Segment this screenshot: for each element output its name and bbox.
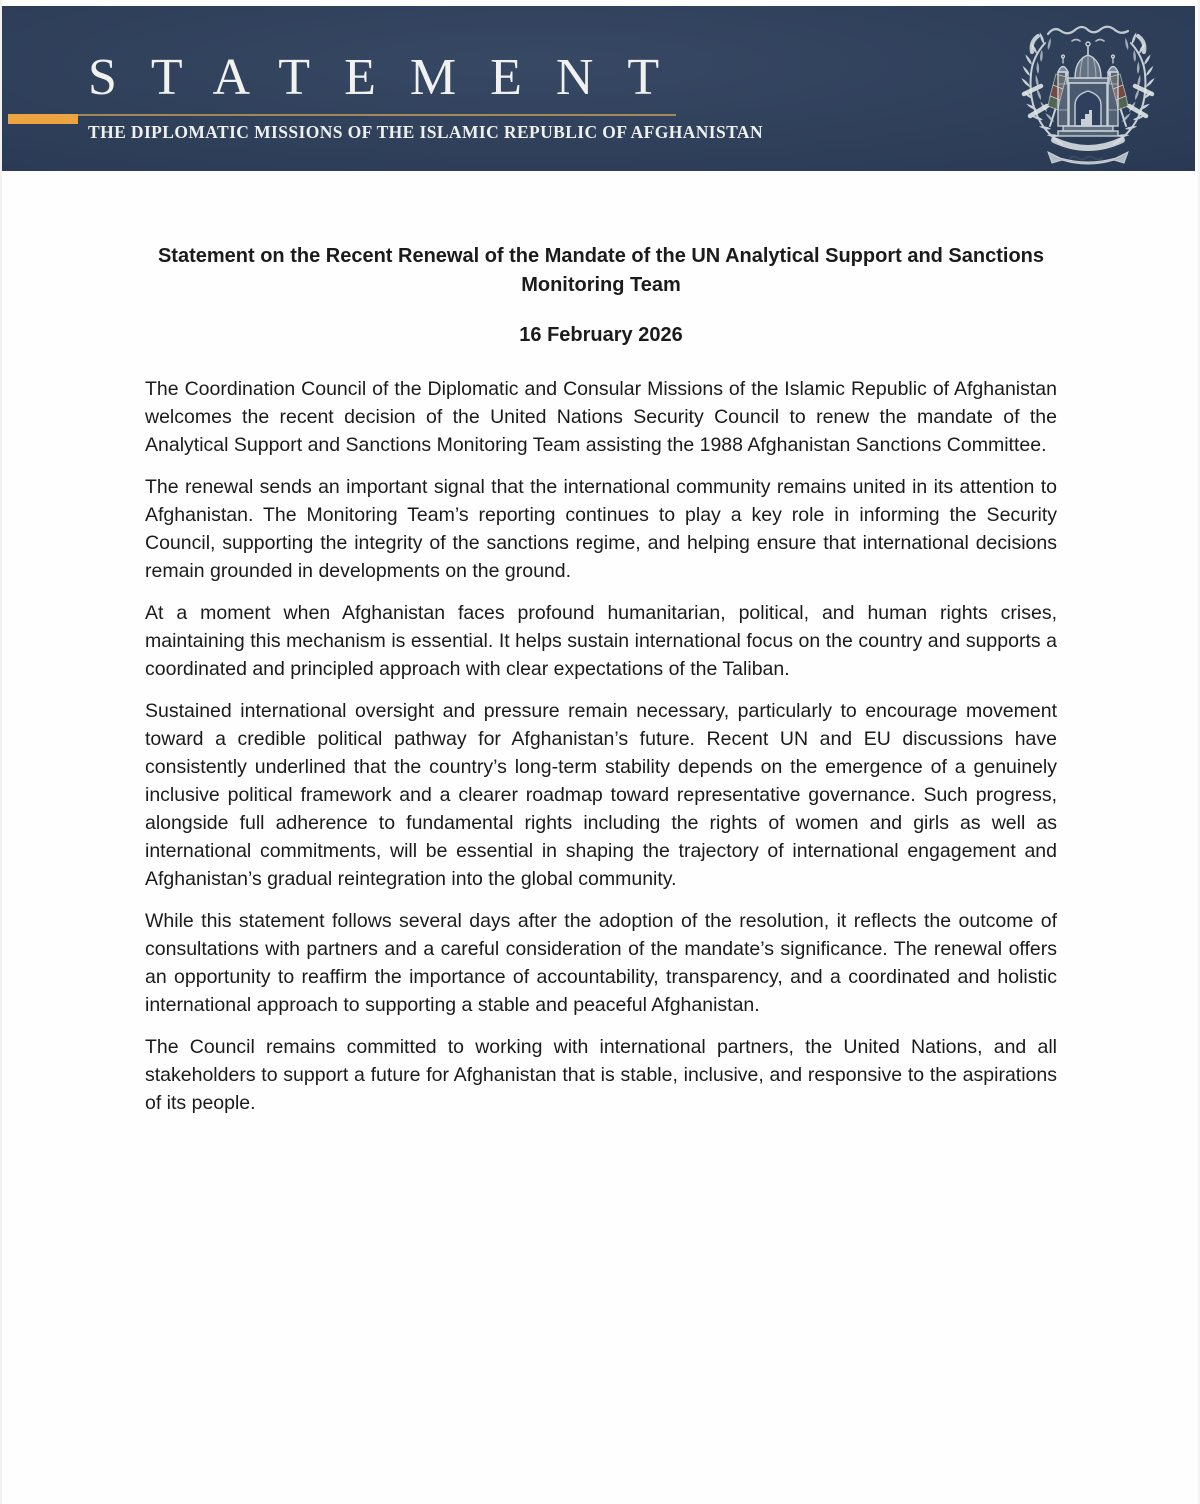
statement-banner: [2, 6, 1195, 171]
gold-rule-line: [78, 114, 676, 116]
statement-title: Statement on the Recent Renewal of the Mandate of the UN Analytical Support and Sanctions Monitoring Team: [157, 245, 1045, 296]
paragraph-5: While this statement follows several days after the adoption of the resolution, it reflects the outcome of consultations with partners and a careful consideration of the mandate’s significance. The renewal offers an opportunity to reaffirm the importance of accountability, transparency, and a coordinated and holistic international approach to supporting a stable and peaceful Afghanistan.: [145, 910, 1057, 1016]
banner-title: STATEMENT: [88, 49, 694, 106]
banner-subtitle: THE DIPLOMATIC MISSIONS OF THE ISLAMIC REPUBLIC OF AFGHANISTAN: [88, 122, 763, 142]
paragraph-2: The renewal sends an important signal that the international community remains united in its attention to Afghanistan. The Monitoring Team’s reporting continues to play a key role in informing the Security Council, supporting the integrity of the sanctions regime, and helping ensure that international decisions remain grounded in developments on the ground.: [145, 476, 1057, 582]
gold-accent-bar: [8, 114, 78, 124]
paragraph-6: The Council remains committed to working with international partners, the United Nations, and all stakeholders to support a future for Afghanistan that is stable, inclusive, and responsive to the aspirations of its people.: [145, 1036, 1057, 1114]
statement-body: [145, 242, 1057, 1117]
afghanistan-emblem-icon: [1008, 10, 1168, 170]
paragraph-3: At a moment when Afghanistan faces profound humanitarian, political, and human rights crises, maintaining this mechanism is essential. It helps sustain international focus on the country and supports a coordinated and principled approach with clear expectations of the Taliban.: [145, 602, 1057, 680]
paragraph-1: The Coordination Council of the Diplomatic and Consular Missions of the Islamic Republic of Afghanistan welcomes the recent decision of the United Nations Security Council to renew the mandate of the Analytical Support and Sanctions Monitoring Team assisting the 1988 Afghanistan Sanctions Committee.: [145, 378, 1057, 456]
statement-date: 16 February 2026: [519, 324, 683, 346]
paragraph-4: Sustained international oversight and pressure remain necessary, particularly to encourage movement toward a credible political pathway for Afghanistan’s future. Recent UN and EU discussions have consistently underlined that the country’s long-term stability depends on the emergence of a genuinely inclusive political framework and a clearer roadmap toward representative governance. Such progress, alongside full adherence to fundamental rights including the rights of women and girls as well as international commitments, will be essential in shaping the trajectory of international engagement and Afghanistan’s gradual reintegration into the global community.: [145, 700, 1057, 890]
